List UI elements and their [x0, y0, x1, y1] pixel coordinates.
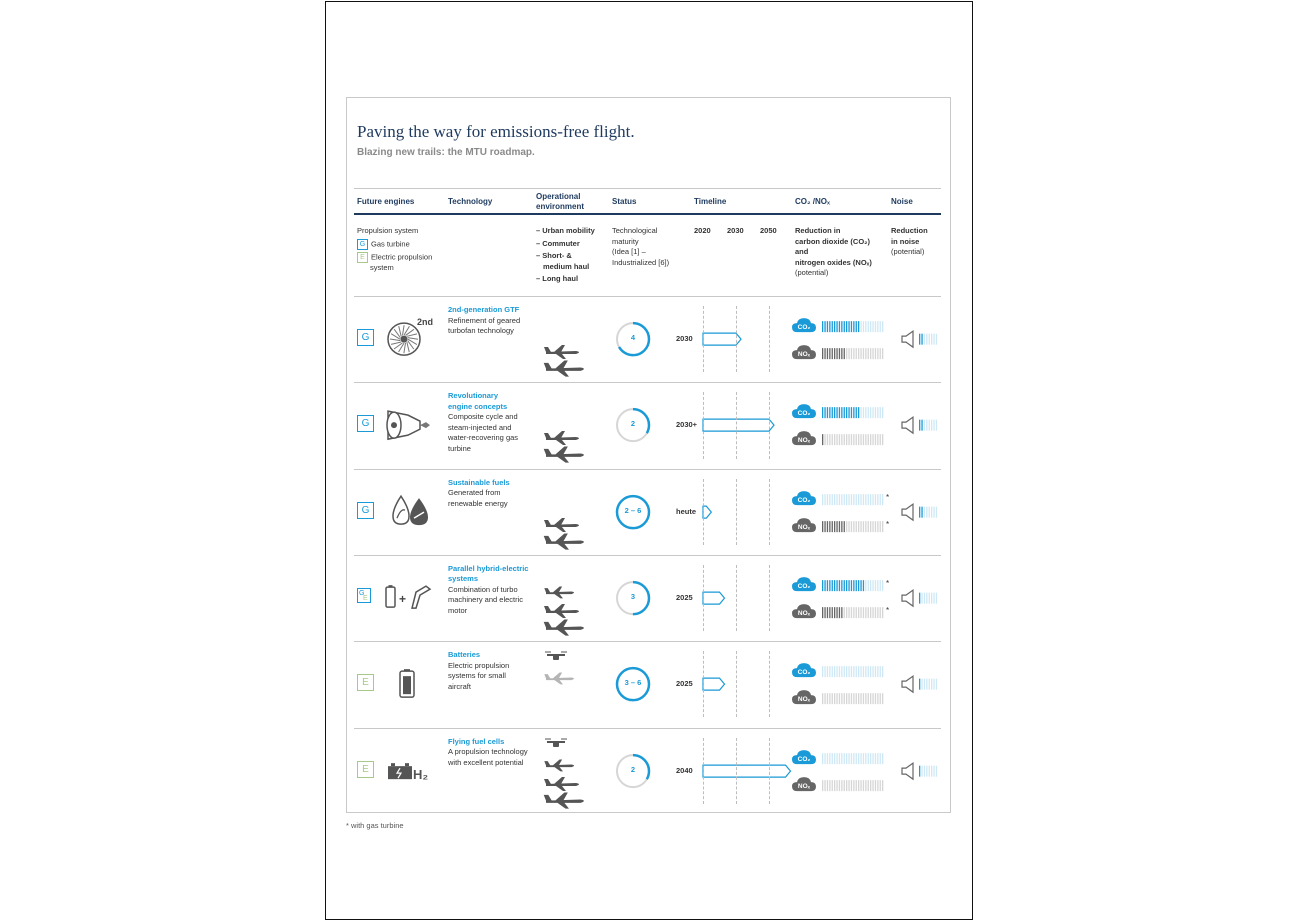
timeline-arrow	[703, 592, 725, 604]
nox-reduction-bar	[822, 780, 883, 791]
commuter-plane-icon	[544, 759, 574, 771]
env-long: – Long haul	[536, 274, 579, 283]
noise-reduction-bar	[919, 679, 937, 690]
co2-cloud-icon	[792, 404, 816, 418]
co2-reduction-bar	[822, 407, 883, 418]
timeline-gridline	[736, 306, 737, 372]
propulsion-badge: E	[357, 761, 374, 778]
fan-icon	[388, 317, 433, 355]
svg-text:CO₂: CO₂	[797, 324, 811, 332]
technology-description: systems for small	[448, 671, 506, 681]
technology-name: Batteries	[448, 650, 481, 660]
emis-line-3: and	[795, 247, 809, 256]
legend-environments	[536, 226, 595, 285]
technology-description: A propulsion technology	[448, 747, 528, 756]
co2-footnote-marker: *	[886, 579, 890, 589]
noise-reduction-bar	[919, 334, 937, 345]
technology-description: turbofan technology	[448, 326, 514, 335]
timeline-arrow	[703, 678, 725, 690]
battery-icon	[400, 669, 414, 697]
co2-cloud-icon	[792, 577, 816, 591]
svg-text:CO₂: CO₂	[797, 755, 811, 763]
col-environment-line: environment	[536, 202, 585, 211]
nox-cloud-icon	[792, 690, 816, 704]
col-co2-nox: CO₂ /NOₓ	[795, 197, 830, 206]
technology-description: aircraft	[448, 681, 471, 691]
svg-text:CO₂: CO₂	[797, 496, 811, 504]
nox-cloud-icon	[792, 345, 816, 359]
svg-text:CO₂: CO₂	[797, 410, 811, 418]
timeline-arrow	[703, 419, 774, 431]
header-top-rule	[354, 188, 941, 189]
timeline-gridline	[703, 306, 704, 372]
timeline-arrow	[703, 506, 711, 518]
timeline-gridline	[703, 392, 704, 458]
short-plane-icon	[544, 431, 579, 445]
badge-g-letter: G	[359, 590, 365, 598]
timeline-gridline	[769, 565, 770, 631]
timeline-gridline	[736, 479, 737, 545]
timeline-gridline	[736, 738, 737, 804]
col-noise: Noise	[891, 197, 913, 206]
technology-name: engine concepts	[448, 401, 508, 411]
technology-name: Revolutionary	[448, 391, 499, 401]
noise-reduction-bar	[919, 765, 937, 776]
emis-line-1: Reduction in	[795, 226, 841, 235]
nox-reduction-bar	[822, 607, 883, 618]
noise-reduction-bar	[919, 593, 937, 604]
technology-description: Composite cycle and	[448, 412, 518, 422]
timeline-gridline	[703, 565, 704, 631]
co2-cloud-icon	[792, 750, 816, 764]
badge-e-letter: E	[363, 595, 368, 603]
long-plane-icon	[544, 447, 584, 463]
env-short: – Short- &	[536, 251, 572, 260]
legend-propulsion	[357, 226, 432, 273]
propulsion-badge: G	[357, 329, 374, 346]
timeline-gridline	[736, 565, 737, 631]
svg-text:CO₂: CO₂	[797, 583, 811, 591]
technology-description: Combination of turbo	[448, 584, 518, 594]
col-timeline: Timeline	[694, 197, 727, 206]
propulsion-badge: E	[357, 674, 374, 691]
noise-line-3: (potential)	[891, 247, 925, 256]
legend-emissions	[795, 226, 872, 279]
co2-footnote-marker: *	[886, 492, 890, 502]
svg-text:2nd: 2nd	[417, 317, 434, 328]
co2-reduction-bar	[822, 580, 883, 591]
legend-gas-label: Gas turbine	[371, 238, 410, 248]
legend-gas-box: G	[357, 239, 368, 250]
emis-line-5: (potential)	[795, 268, 829, 277]
timeline-gridline	[769, 738, 770, 804]
technology-description: steam-injected and	[448, 422, 512, 432]
maturity-value: 2	[630, 419, 636, 429]
status-line-2: maturity	[612, 236, 639, 246]
maturity-value: 4	[630, 333, 636, 343]
nox-footnote-marker: *	[886, 519, 890, 529]
hybrid-icon	[386, 585, 430, 608]
timeline-gridline	[736, 392, 737, 458]
drone-icon	[545, 739, 567, 747]
timeline-gridline	[703, 651, 704, 717]
timeline-year-label: heute	[676, 506, 697, 516]
timeline-year-label: 2025	[676, 679, 693, 689]
propulsion-badge: G	[357, 502, 374, 519]
header-bottom-rule	[354, 213, 941, 215]
nox-cloud-icon	[792, 604, 816, 618]
col-technology: Technology	[448, 197, 493, 206]
short-plane-icon	[544, 604, 579, 618]
technology-name: 2nd-generation GTF	[448, 305, 520, 314]
noise-reduction-bar	[919, 420, 937, 431]
maturity-value: 3	[630, 592, 636, 602]
nox-reduction-bar	[822, 521, 883, 532]
status-line-1: Technological	[612, 226, 658, 235]
legend-noise	[891, 226, 928, 258]
timeline-year-label: 2025	[676, 593, 693, 603]
long-plane-icon	[544, 792, 584, 808]
timeline-gridline	[769, 392, 770, 458]
co2-cloud-icon	[792, 663, 816, 677]
timeline-arrow	[703, 765, 791, 777]
legend-electric-box: E	[357, 252, 368, 263]
speaker-icon	[902, 331, 913, 347]
svg-text:NOₓ: NOₓ	[797, 351, 811, 359]
drops-icon	[393, 496, 428, 525]
col-operational-line: Operational	[536, 192, 581, 201]
co2-reduction-bar	[822, 494, 883, 505]
status-line-4: Industrialized [6])	[612, 257, 670, 267]
technology-description: with excellent potential	[448, 757, 524, 767]
col-status: Status	[612, 197, 637, 206]
nox-reduction-bar	[822, 434, 883, 445]
technology-name: Flying fuel cells	[448, 736, 505, 746]
timeline-year-label: 2040	[676, 765, 693, 775]
svg-text:NOₓ: NOₓ	[797, 523, 811, 531]
technology-description: machinery and electric	[448, 595, 524, 605]
co2-reduction-bar	[822, 321, 883, 332]
page-title: Paving the way for emissions-free flight.	[357, 122, 635, 141]
speaker-icon	[902, 504, 913, 520]
co2-reduction-bar	[822, 666, 883, 677]
timeline-year-2050: 2050	[760, 226, 777, 235]
nox-reduction-bar	[822, 693, 883, 704]
timeline-gridline	[736, 651, 737, 717]
short-plane-icon	[544, 777, 579, 791]
nox-cloud-icon	[792, 518, 816, 532]
propulsion-badge: G	[357, 415, 374, 432]
timeline-gridline	[769, 651, 770, 717]
col-future-engines: Future engines	[357, 197, 415, 206]
svg-text:+: +	[399, 592, 407, 607]
noise-line-1: Reduction	[891, 226, 928, 235]
footnote: * with gas turbine	[346, 821, 404, 830]
svg-text:H₂: H₂	[413, 766, 429, 782]
technology-name: systems	[448, 574, 479, 584]
technology-description: renewable energy	[448, 498, 508, 508]
long-plane-icon	[544, 361, 584, 377]
svg-text:NOₓ: NOₓ	[797, 437, 811, 445]
technology-description: turbine	[448, 443, 471, 453]
short-plane-icon	[544, 345, 579, 359]
timeline-year-label: 2030+	[676, 420, 698, 430]
timeline-year-2030: 2030	[727, 226, 744, 235]
technology-name: Sustainable fuels	[448, 477, 510, 487]
maturity-value: 2 – 6	[624, 505, 642, 515]
legend-electric-label: Electric propulsion	[371, 251, 433, 261]
timeline-gridline	[769, 479, 770, 545]
fuelcell-icon	[388, 763, 428, 782]
commuter-plane-icon	[544, 673, 574, 685]
emis-line-4: nitrogen oxides (NOₓ)	[795, 257, 872, 267]
timeline-gridline	[703, 479, 704, 545]
legend-status	[612, 226, 669, 268]
speaker-icon	[902, 763, 913, 779]
legend-electric-label-2: system	[370, 262, 394, 272]
maturity-value: 2	[630, 764, 636, 774]
col-operational-environment	[536, 192, 584, 212]
co2-cloud-icon	[792, 491, 816, 505]
technology-description: Electric propulsion	[448, 660, 510, 670]
svg-text:CO₂: CO₂	[797, 669, 811, 677]
speaker-icon	[902, 417, 913, 433]
drone-icon	[545, 652, 567, 660]
env-commuter: – Commuter	[536, 238, 580, 248]
env-medium: medium haul	[543, 261, 590, 271]
nox-reduction-bar	[822, 348, 883, 359]
svg-text:NOₓ: NOₓ	[797, 610, 811, 618]
nox-footnote-marker: *	[886, 606, 890, 616]
technology-description: Generated from	[448, 488, 501, 498]
engine-icon	[387, 411, 430, 439]
noise-reduction-bar	[919, 506, 937, 517]
speaker-icon	[902, 590, 913, 606]
maturity-value: 3 – 6	[624, 678, 642, 688]
co2-reduction-bar	[822, 753, 883, 764]
nox-cloud-icon	[792, 777, 816, 791]
timeline-year-2020: 2020	[694, 226, 711, 235]
long-plane-icon	[544, 533, 584, 549]
timeline-gridline	[703, 738, 704, 804]
svg-text:NOₓ: NOₓ	[797, 782, 811, 790]
env-urban: – Urban mobility	[536, 226, 595, 235]
commuter-plane-icon	[544, 586, 574, 598]
timeline-year-label: 2030	[676, 334, 693, 344]
technology-description: motor	[448, 605, 468, 615]
noise-line-2: in noise	[891, 236, 920, 246]
svg-text:NOₓ: NOₓ	[797, 696, 811, 704]
technology-description: water-recovering gas	[448, 433, 519, 443]
emis-line-2: carbon dioxide (CO₂)	[795, 236, 871, 246]
speaker-icon	[902, 676, 913, 692]
timeline-gridline	[769, 306, 770, 372]
page-subtitle: Blazing new trails: the MTU roadmap.	[357, 147, 535, 158]
legend-propulsion-title: Propulsion system	[357, 226, 419, 235]
technology-name: Parallel hybrid-electric	[448, 563, 529, 573]
co2-cloud-icon	[792, 318, 816, 332]
long-plane-icon	[544, 619, 584, 635]
technology-description: Refinement of geared	[448, 315, 521, 325]
status-line-3: (Idea [1] –	[612, 247, 646, 256]
short-plane-icon	[544, 518, 579, 532]
nox-cloud-icon	[792, 431, 816, 445]
